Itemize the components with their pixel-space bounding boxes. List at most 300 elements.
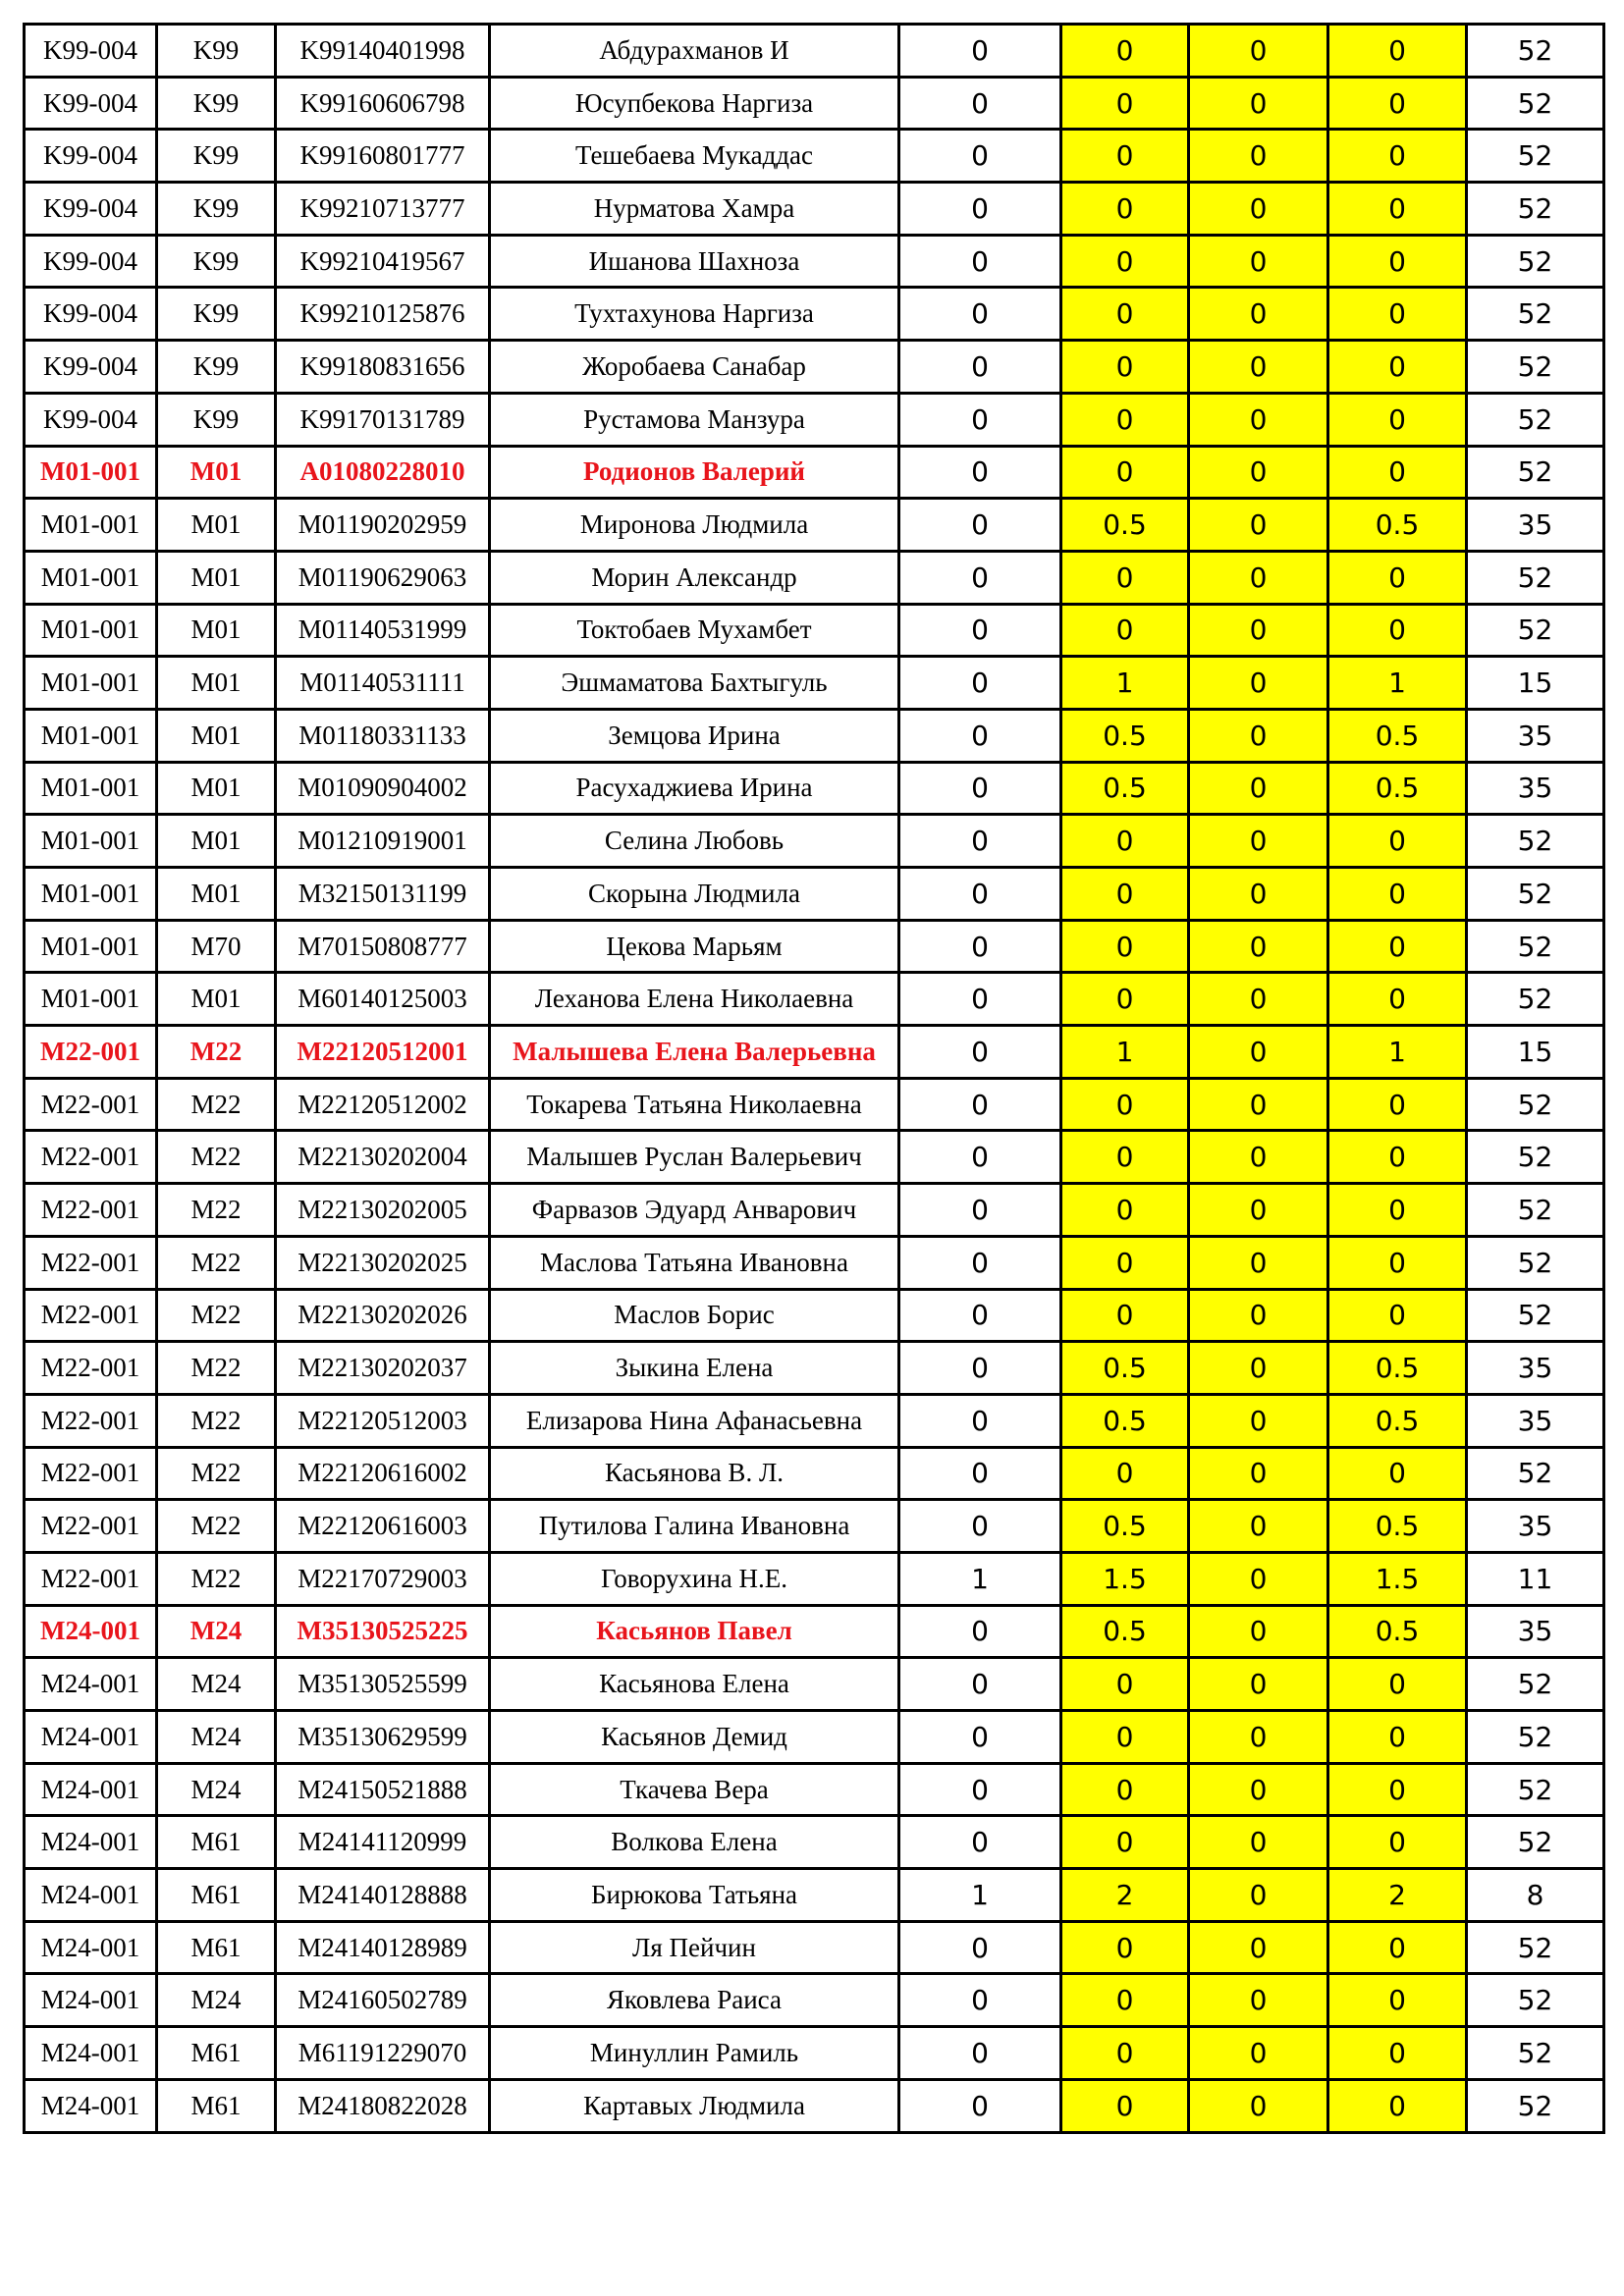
- value-cell-4: 0.5: [1328, 762, 1467, 815]
- group-cell: K99-004: [25, 25, 157, 78]
- group-cell: M01-001: [25, 973, 157, 1026]
- code-cell: M01: [157, 657, 276, 710]
- name-cell: Леханова Елена Николаевна: [490, 973, 899, 1026]
- id-cell: M70150808777: [276, 920, 490, 973]
- value-cell-5: 52: [1467, 288, 1604, 341]
- code-cell: K99: [157, 183, 276, 236]
- value-cell-4: 0: [1328, 1236, 1467, 1289]
- table-row: [25, 1921, 1604, 1974]
- value-cell-2: 0.5: [1061, 1342, 1189, 1395]
- value-cell-1: 0: [899, 1131, 1061, 1184]
- id-cell: M22120512001: [276, 1026, 490, 1079]
- value-cell-3: 0: [1189, 551, 1328, 604]
- id-cell: M01210919001: [276, 815, 490, 868]
- id-cell: K99210713777: [276, 183, 490, 236]
- value-cell-3: 0: [1189, 77, 1328, 130]
- value-cell-1: 0: [899, 1394, 1061, 1447]
- value-cell-3: 0: [1189, 604, 1328, 657]
- value-cell-4: 0.5: [1328, 1342, 1467, 1395]
- value-cell-5: 52: [1467, 973, 1604, 1026]
- id-cell: A01080228010: [276, 446, 490, 499]
- value-cell-5: 52: [1467, 1974, 1604, 2027]
- group-cell: M24-001: [25, 1816, 157, 1869]
- name-cell: Яковлева Раиса: [490, 1974, 899, 2027]
- value-cell-3: 0: [1189, 288, 1328, 341]
- id-cell: M35130525225: [276, 1605, 490, 1658]
- id-cell: M22170729003: [276, 1552, 490, 1605]
- table-row: [25, 1711, 1604, 1764]
- name-cell: Тухтахунова Наргиза: [490, 288, 899, 341]
- id-cell: M22130202005: [276, 1184, 490, 1237]
- value-cell-4: 0: [1328, 815, 1467, 868]
- id-cell: M01190629063: [276, 551, 490, 604]
- value-cell-3: 0: [1189, 868, 1328, 921]
- value-cell-1: 0: [899, 1078, 1061, 1131]
- value-cell-1: 0: [899, 868, 1061, 921]
- value-cell-3: 0: [1189, 1342, 1328, 1395]
- id-cell: M61191229070: [276, 2027, 490, 2080]
- value-cell-2: 1: [1061, 657, 1189, 710]
- value-cell-3: 0: [1189, 1711, 1328, 1764]
- value-cell-4: 1: [1328, 1026, 1467, 1079]
- value-cell-1: 0: [899, 446, 1061, 499]
- value-cell-2: 0: [1061, 446, 1189, 499]
- code-cell: M22: [157, 1026, 276, 1079]
- value-cell-4: 0: [1328, 183, 1467, 236]
- code-cell: M22: [157, 1184, 276, 1237]
- table-row: [25, 604, 1604, 657]
- group-cell: M22-001: [25, 1342, 157, 1395]
- group-cell: K99-004: [25, 130, 157, 183]
- code-cell: M61: [157, 1921, 276, 1974]
- id-cell: M24141120999: [276, 1816, 490, 1869]
- value-cell-1: 0: [899, 1026, 1061, 1079]
- value-cell-4: 0: [1328, 1447, 1467, 1500]
- value-cell-3: 0: [1189, 25, 1328, 78]
- code-cell: M22: [157, 1500, 276, 1553]
- name-cell: Тешебаева Мукаддас: [490, 130, 899, 183]
- group-cell: M24-001: [25, 1763, 157, 1816]
- group-cell: M01-001: [25, 868, 157, 921]
- group-cell: M01-001: [25, 762, 157, 815]
- code-cell: M24: [157, 1658, 276, 1711]
- code-cell: K99: [157, 77, 276, 130]
- value-cell-1: 0: [899, 130, 1061, 183]
- name-cell: Абдурахманов И: [490, 25, 899, 78]
- group-cell: M01-001: [25, 499, 157, 552]
- value-cell-2: 0.5: [1061, 1394, 1189, 1447]
- name-cell: Жоробаева Санабар: [490, 341, 899, 394]
- group-cell: M01-001: [25, 446, 157, 499]
- group-cell: M22-001: [25, 1078, 157, 1131]
- value-cell-4: 0: [1328, 1658, 1467, 1711]
- value-cell-2: 0: [1061, 868, 1189, 921]
- value-cell-5: 35: [1467, 1394, 1604, 1447]
- value-cell-3: 0: [1189, 2027, 1328, 2080]
- value-cell-4: 0.5: [1328, 1605, 1467, 1658]
- code-cell: M01: [157, 551, 276, 604]
- table-row: [25, 1236, 1604, 1289]
- table-row: [25, 2027, 1604, 2080]
- value-cell-2: 0: [1061, 1974, 1189, 2027]
- code-cell: M61: [157, 2079, 276, 2132]
- group-cell: M22-001: [25, 1236, 157, 1289]
- value-cell-2: 0: [1061, 1763, 1189, 1816]
- name-cell: Зыкина Елена: [490, 1342, 899, 1395]
- value-cell-5: 52: [1467, 1763, 1604, 1816]
- name-cell: Селина Любовь: [490, 815, 899, 868]
- value-cell-1: 0: [899, 393, 1061, 446]
- value-cell-4: 0: [1328, 1974, 1467, 2027]
- table-row: [25, 1816, 1604, 1869]
- value-cell-1: 0: [899, 1711, 1061, 1764]
- table-row: [25, 815, 1604, 868]
- id-cell: K99160801777: [276, 130, 490, 183]
- name-cell: Маслов Борис: [490, 1289, 899, 1342]
- value-cell-3: 0: [1189, 1447, 1328, 1500]
- name-cell: Картавых Людмила: [490, 2079, 899, 2132]
- value-cell-4: 0.5: [1328, 499, 1467, 552]
- code-cell: M01: [157, 815, 276, 868]
- id-cell: M01180331133: [276, 709, 490, 762]
- value-cell-5: 11: [1467, 1552, 1604, 1605]
- value-cell-5: 52: [1467, 183, 1604, 236]
- name-cell: Морин Александр: [490, 551, 899, 604]
- value-cell-3: 0: [1189, 1131, 1328, 1184]
- value-cell-5: 52: [1467, 868, 1604, 921]
- value-cell-3: 0: [1189, 1500, 1328, 1553]
- value-cell-4: 0: [1328, 1078, 1467, 1131]
- value-cell-3: 0: [1189, 657, 1328, 710]
- group-cell: M22-001: [25, 1394, 157, 1447]
- value-cell-4: 0: [1328, 77, 1467, 130]
- group-cell: M24-001: [25, 1869, 157, 1922]
- value-cell-1: 0: [899, 657, 1061, 710]
- code-cell: M70: [157, 920, 276, 973]
- value-cell-4: 0: [1328, 1921, 1467, 1974]
- value-cell-5: 52: [1467, 920, 1604, 973]
- value-cell-5: 35: [1467, 709, 1604, 762]
- table-row: [25, 1078, 1604, 1131]
- table-row: [25, 657, 1604, 710]
- value-cell-5: 52: [1467, 1921, 1604, 1974]
- table-row: [25, 235, 1604, 288]
- name-cell: Говорухина Н.Е.: [490, 1552, 899, 1605]
- table-row: [25, 1184, 1604, 1237]
- code-cell: M22: [157, 1447, 276, 1500]
- value-cell-1: 0: [899, 551, 1061, 604]
- code-cell: M22: [157, 1289, 276, 1342]
- code-cell: M01: [157, 446, 276, 499]
- name-cell: Ткачева Вера: [490, 1763, 899, 1816]
- value-cell-5: 52: [1467, 341, 1604, 394]
- code-cell: M24: [157, 1974, 276, 2027]
- value-cell-1: 1: [899, 1552, 1061, 1605]
- value-cell-1: 0: [899, 1658, 1061, 1711]
- value-cell-3: 0: [1189, 815, 1328, 868]
- code-cell: K99: [157, 288, 276, 341]
- name-cell: Ишанова Шахноза: [490, 235, 899, 288]
- name-cell: Касьянова Елена: [490, 1658, 899, 1711]
- value-cell-3: 0: [1189, 235, 1328, 288]
- group-cell: M01-001: [25, 709, 157, 762]
- table-row: [25, 709, 1604, 762]
- value-cell-2: 2: [1061, 1869, 1189, 1922]
- id-cell: K99160606798: [276, 77, 490, 130]
- table-row: [25, 1289, 1604, 1342]
- value-cell-3: 0: [1189, 393, 1328, 446]
- value-cell-1: 0: [899, 77, 1061, 130]
- table-row: [25, 499, 1604, 552]
- value-cell-2: 0: [1061, 77, 1189, 130]
- value-cell-3: 0: [1189, 446, 1328, 499]
- value-cell-1: 0: [899, 1763, 1061, 1816]
- value-cell-3: 0: [1189, 2079, 1328, 2132]
- value-cell-3: 0: [1189, 1552, 1328, 1605]
- value-cell-2: 0: [1061, 1816, 1189, 1869]
- value-cell-4: 0: [1328, 1184, 1467, 1237]
- name-cell: Бирюкова Татьяна: [490, 1869, 899, 1922]
- value-cell-4: 2: [1328, 1869, 1467, 1922]
- group-cell: M22-001: [25, 1026, 157, 1079]
- value-cell-4: 0: [1328, 920, 1467, 973]
- id-cell: M35130525599: [276, 1658, 490, 1711]
- id-cell: M24180822028: [276, 2079, 490, 2132]
- name-cell: Елизарова Нина Афанасьевна: [490, 1394, 899, 1447]
- value-cell-1: 0: [899, 1447, 1061, 1500]
- name-cell: Рустамова Манзура: [490, 393, 899, 446]
- code-cell: K99: [157, 25, 276, 78]
- table-row: [25, 1394, 1604, 1447]
- value-cell-5: 52: [1467, 1236, 1604, 1289]
- value-cell-2: 0: [1061, 130, 1189, 183]
- value-cell-1: 0: [899, 762, 1061, 815]
- id-cell: M60140125003: [276, 973, 490, 1026]
- value-cell-4: 0: [1328, 2027, 1467, 2080]
- id-cell: K99140401998: [276, 25, 490, 78]
- value-cell-5: 52: [1467, 1184, 1604, 1237]
- group-cell: K99-004: [25, 235, 157, 288]
- code-cell: M01: [157, 709, 276, 762]
- table-row: [25, 288, 1604, 341]
- value-cell-3: 0: [1189, 762, 1328, 815]
- name-cell: Юсупбекова Наргиза: [490, 77, 899, 130]
- value-cell-5: 52: [1467, 604, 1604, 657]
- id-cell: M22120512002: [276, 1078, 490, 1131]
- value-cell-5: 35: [1467, 1605, 1604, 1658]
- value-cell-4: 0: [1328, 1763, 1467, 1816]
- id-cell: M01190202959: [276, 499, 490, 552]
- value-cell-3: 0: [1189, 1078, 1328, 1131]
- value-cell-3: 0: [1189, 1974, 1328, 2027]
- group-cell: M22-001: [25, 1184, 157, 1237]
- table-row: [25, 183, 1604, 236]
- value-cell-3: 0: [1189, 1658, 1328, 1711]
- table-row: [25, 920, 1604, 973]
- value-cell-3: 0: [1189, 1763, 1328, 1816]
- value-cell-1: 0: [899, 1184, 1061, 1237]
- value-cell-4: 0: [1328, 1816, 1467, 1869]
- id-cell: M24140128989: [276, 1921, 490, 1974]
- table-row: [25, 1500, 1604, 1553]
- code-cell: M01: [157, 762, 276, 815]
- table-row: [25, 1131, 1604, 1184]
- id-cell: M22130202004: [276, 1131, 490, 1184]
- value-cell-4: 0: [1328, 2079, 1467, 2132]
- value-cell-3: 0: [1189, 341, 1328, 394]
- value-cell-2: 0: [1061, 551, 1189, 604]
- value-cell-2: 0.5: [1061, 499, 1189, 552]
- id-cell: M22130202026: [276, 1289, 490, 1342]
- group-cell: M22-001: [25, 1447, 157, 1500]
- id-cell: M32150131199: [276, 868, 490, 921]
- name-cell: Минуллин Рамиль: [490, 2027, 899, 2080]
- code-cell: M24: [157, 1711, 276, 1764]
- value-cell-4: 0: [1328, 341, 1467, 394]
- group-cell: M24-001: [25, 1921, 157, 1974]
- id-cell: M01140531111: [276, 657, 490, 710]
- value-cell-5: 35: [1467, 762, 1604, 815]
- value-cell-4: 0: [1328, 288, 1467, 341]
- value-cell-5: 52: [1467, 2027, 1604, 2080]
- value-cell-5: 52: [1467, 1447, 1604, 1500]
- value-cell-2: 0: [1061, 235, 1189, 288]
- value-cell-4: 0: [1328, 1131, 1467, 1184]
- name-cell: Маслова Татьяна Ивановна: [490, 1236, 899, 1289]
- table-row-group-head: [25, 1026, 1604, 1079]
- id-cell: K99180831656: [276, 341, 490, 394]
- code-cell: M24: [157, 1605, 276, 1658]
- value-cell-1: 0: [899, 341, 1061, 394]
- group-cell: K99-004: [25, 393, 157, 446]
- id-cell: M24140128888: [276, 1869, 490, 1922]
- code-cell: M22: [157, 1078, 276, 1131]
- name-cell: Касьянова В. Л.: [490, 1447, 899, 1500]
- name-cell: Земцова Ирина: [490, 709, 899, 762]
- code-cell: M22: [157, 1394, 276, 1447]
- name-cell: Волкова Елена: [490, 1816, 899, 1869]
- value-cell-2: 0: [1061, 1447, 1189, 1500]
- value-cell-1: 0: [899, 709, 1061, 762]
- name-cell: Цекова Марьям: [490, 920, 899, 973]
- value-cell-2: 0: [1061, 1184, 1189, 1237]
- id-cell: M22130202025: [276, 1236, 490, 1289]
- value-cell-1: 0: [899, 815, 1061, 868]
- value-cell-3: 0: [1189, 1289, 1328, 1342]
- value-cell-1: 0: [899, 288, 1061, 341]
- value-cell-2: 0.5: [1061, 1500, 1189, 1553]
- id-cell: M24150521888: [276, 1763, 490, 1816]
- name-cell: Расухаджиева Ирина: [490, 762, 899, 815]
- table-row: [25, 2079, 1604, 2132]
- name-cell: Токарева Татьяна Николаевна: [490, 1078, 899, 1131]
- group-cell: M24-001: [25, 1974, 157, 2027]
- value-cell-3: 0: [1189, 1236, 1328, 1289]
- value-cell-4: 0: [1328, 25, 1467, 78]
- code-cell: K99: [157, 393, 276, 446]
- value-cell-1: 0: [899, 1500, 1061, 1553]
- value-cell-4: 0: [1328, 235, 1467, 288]
- group-cell: M01-001: [25, 604, 157, 657]
- value-cell-5: 15: [1467, 657, 1604, 710]
- value-cell-2: 0: [1061, 1711, 1189, 1764]
- table-row-group-head: [25, 1605, 1604, 1658]
- value-cell-2: 0: [1061, 973, 1189, 1026]
- name-cell: Нурматова Хамра: [490, 183, 899, 236]
- value-cell-5: 52: [1467, 2079, 1604, 2132]
- value-cell-2: 0: [1061, 393, 1189, 446]
- table-body: [25, 25, 1604, 2133]
- group-cell: M22-001: [25, 1500, 157, 1553]
- group-cell: M22-001: [25, 1552, 157, 1605]
- id-cell: M01090904002: [276, 762, 490, 815]
- value-cell-5: 52: [1467, 1078, 1604, 1131]
- value-cell-1: 0: [899, 604, 1061, 657]
- group-cell: M01-001: [25, 551, 157, 604]
- value-cell-5: 52: [1467, 235, 1604, 288]
- id-cell: M22120616003: [276, 1500, 490, 1553]
- code-cell: M01: [157, 499, 276, 552]
- id-cell: M01140531999: [276, 604, 490, 657]
- id-cell: M22120616002: [276, 1447, 490, 1500]
- value-cell-5: 52: [1467, 77, 1604, 130]
- id-cell: M35130629599: [276, 1711, 490, 1764]
- group-cell: M24-001: [25, 1605, 157, 1658]
- table-row: [25, 1763, 1604, 1816]
- value-cell-5: 52: [1467, 1658, 1604, 1711]
- group-cell: M24-001: [25, 2027, 157, 2080]
- table-row: [25, 551, 1604, 604]
- code-cell: M22: [157, 1131, 276, 1184]
- table-row: [25, 1869, 1604, 1922]
- table-row: [25, 1552, 1604, 1605]
- value-cell-2: 0: [1061, 815, 1189, 868]
- value-cell-4: 0.5: [1328, 709, 1467, 762]
- value-cell-1: 0: [899, 183, 1061, 236]
- code-cell: M61: [157, 1869, 276, 1922]
- value-cell-4: 0: [1328, 604, 1467, 657]
- value-cell-5: 35: [1467, 1342, 1604, 1395]
- value-cell-5: 52: [1467, 815, 1604, 868]
- value-cell-1: 0: [899, 25, 1061, 78]
- id-cell: K99170131789: [276, 393, 490, 446]
- value-cell-3: 0: [1189, 1394, 1328, 1447]
- value-cell-3: 0: [1189, 709, 1328, 762]
- value-cell-2: 0.5: [1061, 709, 1189, 762]
- value-cell-1: 0: [899, 2027, 1061, 2080]
- value-cell-1: 0: [899, 235, 1061, 288]
- id-cell: K99210125876: [276, 288, 490, 341]
- value-cell-4: 1.5: [1328, 1552, 1467, 1605]
- value-cell-3: 0: [1189, 1605, 1328, 1658]
- code-cell: K99: [157, 235, 276, 288]
- value-cell-5: 52: [1467, 446, 1604, 499]
- table-row: [25, 77, 1604, 130]
- value-cell-5: 15: [1467, 1026, 1604, 1079]
- id-cell: M24160502789: [276, 1974, 490, 2027]
- value-cell-3: 0: [1189, 1026, 1328, 1079]
- name-cell: Малышева Елена Валерьевна: [490, 1026, 899, 1079]
- group-cell: M24-001: [25, 2079, 157, 2132]
- name-cell: Миронова Людмила: [490, 499, 899, 552]
- value-cell-5: 52: [1467, 551, 1604, 604]
- name-cell: Касьянов Демид: [490, 1711, 899, 1764]
- value-cell-5: 52: [1467, 1816, 1604, 1869]
- code-cell: M22: [157, 1552, 276, 1605]
- code-cell: K99: [157, 130, 276, 183]
- group-cell: M01-001: [25, 815, 157, 868]
- name-cell: Путилова Галина Ивановна: [490, 1500, 899, 1553]
